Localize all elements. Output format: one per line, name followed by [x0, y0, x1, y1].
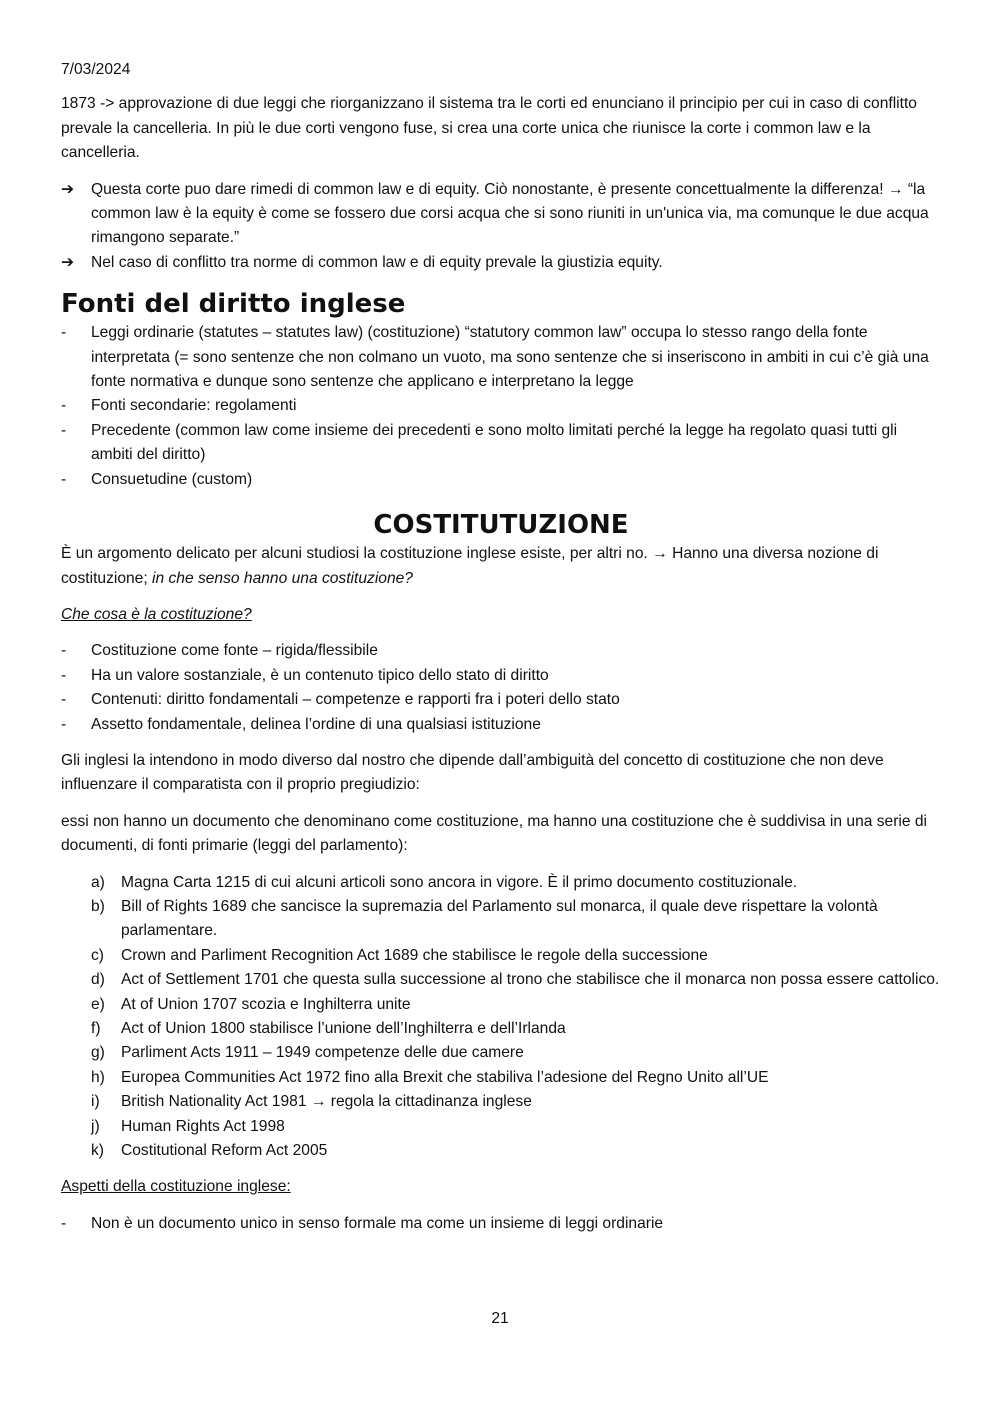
list-item-text: Bill of Rights 1689 che sancisce la supremazia del Parlamento sul monarca, il quale deve rispettare la volontà parlamentare.	[121, 897, 878, 940]
list-item-text: Contenuti: diritto fondamentali – competenze e rapporti fra i poteri dello stato	[91, 691, 620, 709]
dash-bullet: -	[61, 397, 67, 415]
list-item-text: Parliment Acts 1911 – 1949 competenze delle due camere	[121, 1044, 524, 1062]
list-item-text: Europea Communities Act 1972 fino alla Brexit che stabiliva l’adesione del Regno Unito all’UE	[121, 1068, 769, 1086]
arrow-right-icon: →	[887, 180, 904, 198]
list-item	[61, 321, 941, 394]
section-heading-costituzione: COSTITUTUZIONE	[373, 510, 629, 541]
list-marker: k)	[91, 1142, 104, 1160]
list-item	[61, 1115, 941, 1139]
list-item	[61, 1090, 941, 1114]
document-page	[61, 58, 941, 1236]
list-item-text: Assetto fondamentale, delinea l’ordine di una qualsiasi istituzione	[91, 715, 541, 733]
paragraph: essi non hanno un documento che denominano come costituzione, ma hanno una costituzione che è suddivisa in una serie di documenti, di fonti primarie (leggi del parlamento):	[61, 812, 928, 855]
list-item	[61, 871, 941, 895]
subheading-aspetti	[61, 1175, 941, 1199]
list-item-text: Precedente (common law come insieme dei precedenti e sono molto limitati perché la legge ha regolato quasi tutti gli ambiti del diritto)	[91, 421, 898, 464]
list-item-text: regola la cittadinanza inglese	[326, 1093, 532, 1111]
arrow-right-icon: →	[310, 1093, 327, 1111]
list-item	[61, 178, 941, 251]
list-item	[61, 468, 941, 492]
list-item-text: Nel caso di conflitto tra norme di common law e di equity prevale la giustizia equity.	[91, 253, 663, 271]
list-item	[61, 1212, 941, 1236]
dash-bullet: -	[61, 1214, 67, 1232]
list-item	[61, 944, 941, 968]
list-item	[61, 251, 941, 275]
list-item	[61, 688, 941, 712]
list-item	[61, 1017, 941, 1041]
text-span: È un argomento delicato per alcuni studiosi la costituzione inglese esiste, per altri no.	[61, 545, 653, 563]
underlined-question: Che cosa è la costituzione?	[61, 605, 252, 623]
list-item	[61, 1041, 941, 1065]
list-item-text: Crown and Parliment Recognition Act 1689 che stabilisce le regole della successione	[121, 946, 708, 964]
documents-list	[61, 871, 941, 1164]
list-item	[61, 1139, 941, 1163]
list-marker: j)	[91, 1117, 100, 1135]
list-item-text: Fonti secondarie: regolamenti	[91, 397, 297, 415]
page-number: 21	[491, 1310, 509, 1327]
list-item-text: Act of Union 1800 stabilisce l’unione dell’Inghilterra e dell’Irlanda	[121, 1020, 566, 1037]
list-marker: e)	[91, 995, 105, 1013]
subheading-question	[61, 603, 941, 627]
dash-bullet: -	[61, 324, 67, 342]
list-item-text: At of Union 1707 scozia e Inghilterra unite	[121, 995, 411, 1013]
dash-bullet: -	[61, 666, 67, 684]
italic-question: in che senso hanno una costituzione?	[152, 569, 413, 587]
list-marker: d)	[91, 971, 105, 989]
aspetti-list	[61, 1212, 941, 1236]
dash-bullet: -	[61, 715, 67, 733]
list-item-text: Costitutional Reform Act 2005	[121, 1142, 328, 1160]
dash-bullet: -	[61, 421, 67, 439]
list-marker: i)	[91, 1093, 100, 1111]
list-marker: a)	[91, 873, 105, 891]
list-marker: f)	[91, 1020, 101, 1037]
dash-bullet: -	[61, 642, 67, 660]
list-item-text: Consuetudine (custom)	[91, 470, 253, 488]
list-item-text: Human Rights Act 1998	[121, 1117, 285, 1135]
date: 7/03/2024	[61, 61, 131, 78]
list-item-text: Questa corte puo dare rimedi di common law e di equity. Ciò nonostante, è presente concettualmente la differenza!	[91, 180, 888, 198]
list-item-text: Ha un valore sostanziale, è un contenuto tipico dello stato di diritto	[91, 666, 549, 684]
list-item-text: Costituzione come fonte – rigida/flessibile	[91, 642, 378, 660]
intro-paragraph: 1873 -> approvazione di due leggi che riorganizzano il sistema tra le corti ed enunciano il principio per cui in caso di conflitto prevale la cancelleria. In più le due corti vengono fuse, si crea una corte unica che riunisce la corte i common law e la cancelleria.	[61, 95, 917, 162]
list-marker: b)	[91, 897, 105, 915]
list-item	[61, 419, 941, 468]
text-span: Hanno una diversa nozione di costituzione;	[61, 545, 879, 587]
list-item	[61, 394, 941, 418]
list-item-text: Leggi ordinarie (statutes – statutes law) (costituzione) “statutory common law” occupa lo stesso rango della fonte interpretata (= sono sentenze che non colmano un vuoto, ma sono sentenze che si inseriscono in ambiti in cui c’è già una fonte normativa e dunque sono sentenze che applicano e interpretano la legge	[91, 324, 929, 391]
list-item-text: “la common law è la equity è come se fossero due corsi acqua che si sono riuniti in un'unica via, ma comunque le due acqua rimangono separate.”	[91, 180, 929, 247]
list-marker: h)	[91, 1068, 105, 1086]
list-item-text: British Nationality Act 1981	[121, 1093, 311, 1111]
list-item	[61, 968, 941, 992]
list-item-text: Act of Settlement 1701 che questa sulla successione al trono che stabilisce che il monarca non possa essere cattolico.	[121, 971, 940, 989]
list-item	[61, 895, 941, 944]
dash-bullet: -	[61, 691, 67, 709]
list-item	[61, 639, 941, 663]
list-marker: g)	[91, 1044, 105, 1062]
paragraph: Gli inglesi la intendono in modo diverso dal nostro che dipende dall’ambiguità del concetto di costituzione che non deve influenzare il comparatista con il proprio pregiudizio:	[61, 751, 884, 794]
list-item	[61, 993, 941, 1017]
list-item-text: Non è un documento unico in senso formale ma come un insieme di leggi ordinarie	[91, 1214, 664, 1232]
arrow-list	[61, 178, 941, 276]
fonti-list	[61, 321, 941, 492]
list-item	[61, 713, 941, 737]
section-heading-fonti: Fonti del diritto inglese	[61, 289, 406, 320]
arrow-right-icon: →	[652, 545, 668, 563]
list-marker: c)	[91, 946, 104, 964]
list-item	[61, 1066, 941, 1090]
arrow-bullet-icon: ➔	[61, 180, 75, 198]
list-item-text: Magna Carta 1215 di cui alcuni articoli sono ancora in vigore. È il primo documento costituzionale.	[121, 873, 798, 891]
costituzione-intro	[61, 542, 941, 591]
dash-bullet: -	[61, 470, 67, 488]
arrow-bullet-icon: ➔	[61, 253, 75, 271]
underlined-heading: Aspetti della costituzione inglese:	[61, 1178, 291, 1196]
list-item	[61, 664, 941, 688]
costituzione-list	[61, 639, 941, 737]
